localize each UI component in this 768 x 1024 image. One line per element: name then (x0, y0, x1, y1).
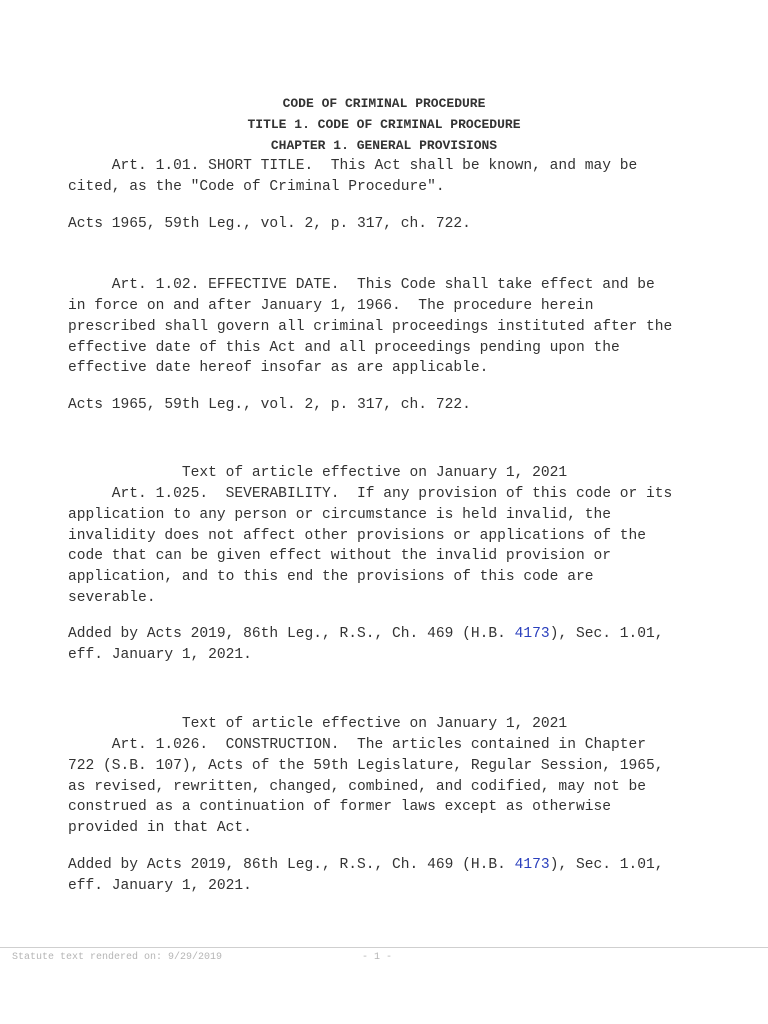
page-number: - 1 - (362, 952, 393, 963)
bill-link[interactable]: 4173 (514, 626, 550, 642)
history-text: ), Sec. 1.01, (549, 626, 664, 642)
art-102-line: effective date hereof insofar as are applicable. (68, 360, 489, 376)
history-text: Added by Acts 2019, 86th Leg., R.S., Ch. 469 (H.B. (68, 626, 515, 642)
art-1026-line: 722 (S.B. 107), Acts of the 59th Legislature, Regular Session, 1965, (68, 758, 664, 774)
art-1026-history (68, 855, 664, 876)
art-102-history: Acts 1965, 59th Leg., vol. 2, p. 317, ch. 722. (68, 397, 471, 413)
art-102-line: effective date of this Act and all proceedings pending upon the (68, 340, 620, 356)
art-1026-line: as revised, rewritten, changed, combined, and codified, may not be (68, 779, 647, 795)
art-1025-line: Art. 1.025. SEVERABILITY. If any provision of this code or its (68, 486, 673, 502)
art-1025-history-line: eff. January 1, 2021. (68, 647, 252, 663)
art-102-line: prescribed shall govern all criminal proceedings instituted after the (68, 319, 673, 335)
art-1026-line: Art. 1.026. CONSTRUCTION. The articles contained in Chapter (68, 737, 647, 753)
art-101-line: Art. 1.01. SHORT TITLE. This Act shall be known, and may be (68, 158, 638, 174)
art-1026-line: provided in that Act. (68, 820, 252, 836)
art-101-history: Acts 1965, 59th Leg., vol. 2, p. 317, ch. 722. (68, 216, 471, 232)
render-date: Statute text rendered on: 9/29/2019 (12, 952, 223, 963)
art-1026-history-line: eff. January 1, 2021. (68, 878, 252, 894)
art-1026-line: construed as a continuation of former laws except as otherwise (68, 799, 611, 815)
art-1025-line: application, and to this end the provisions of this code are (68, 569, 594, 585)
bill-link[interactable]: 4173 (514, 857, 550, 873)
art-101-line: cited, as the "Code of Criminal Procedure". (68, 179, 445, 195)
art-1025-effective-note: Text of article effective on January 1, 2021 (68, 465, 568, 481)
art-1025-line: invalidity does not affect other provisions or applications of the (68, 528, 647, 544)
history-text: Added by Acts 2019, 86th Leg., R.S., Ch. 469 (H.B. (68, 857, 515, 873)
art-102-line: in force on and after January 1, 1966. The procedure herein (68, 298, 594, 314)
art-102-line: Art. 1.02. EFFECTIVE DATE. This Code shall take effect and be (68, 277, 655, 293)
history-text: ), Sec. 1.01, (549, 857, 664, 873)
art-1025-line: application to any person or circumstance is held invalid, the (68, 507, 611, 523)
art-1025-line: code that can be given effect without the invalid provision or (68, 548, 611, 564)
title-heading: TITLE 1. CODE OF CRIMINAL PROCEDURE (247, 117, 521, 132)
art-1025-history (68, 624, 664, 645)
footer-divider (0, 947, 768, 948)
art-1025-line: severable. (68, 590, 156, 606)
code-heading: CODE OF CRIMINAL PROCEDURE (282, 96, 486, 111)
chapter-heading: CHAPTER 1. GENERAL PROVISIONS (270, 138, 498, 153)
art-1026-effective-note: Text of article effective on January 1, 2021 (68, 716, 568, 732)
